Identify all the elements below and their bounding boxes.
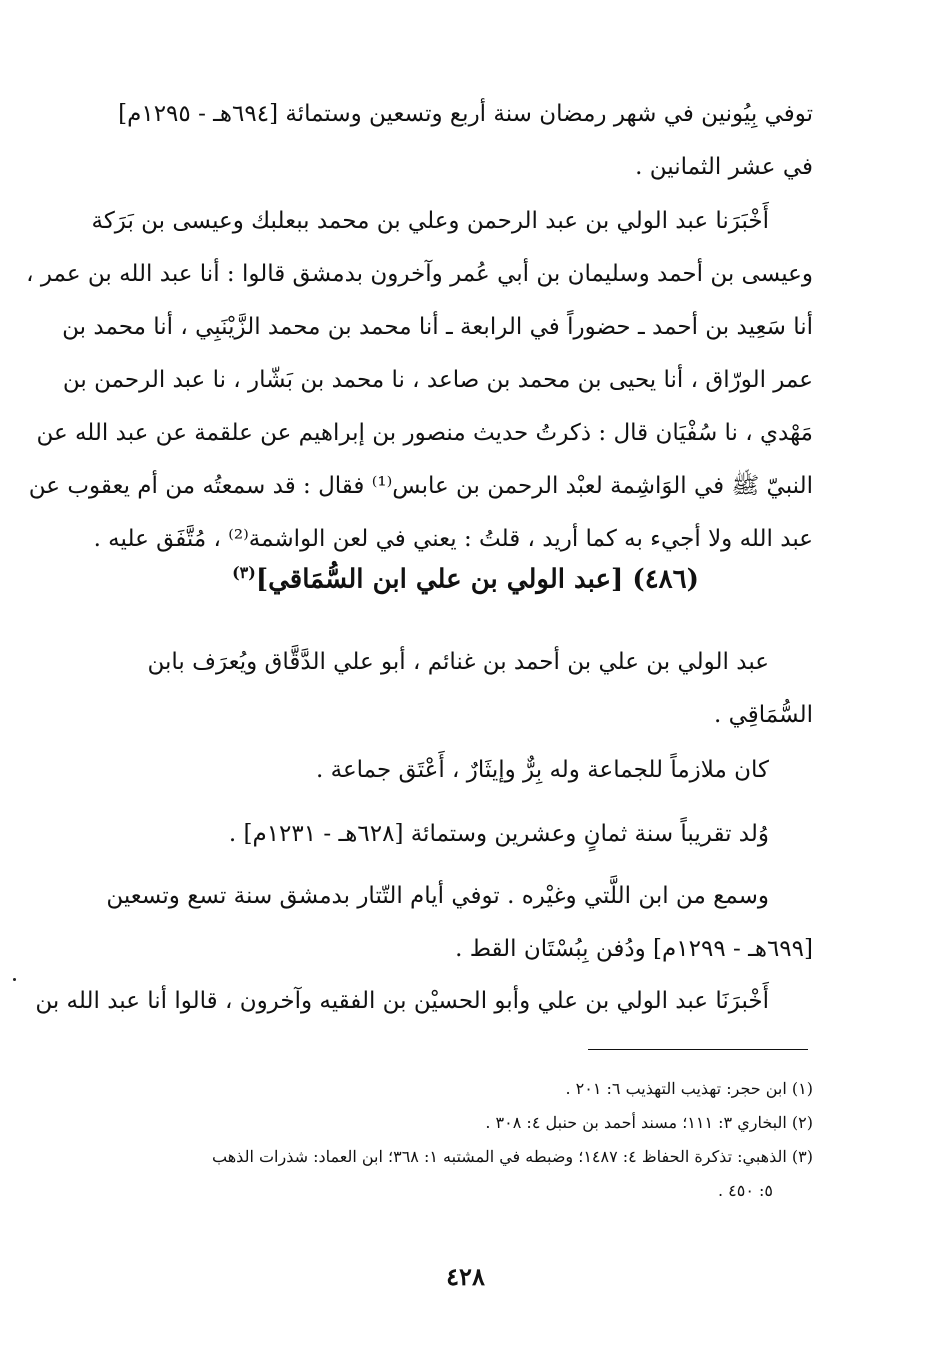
text-line: توفي بِيُونين في شهر رمضان سنة أربع وتسعين وستمائة [٦٩٤هـ - ١٢٩٥م] xyxy=(118,101,813,127)
page-number: ٤٢٨ xyxy=(446,1262,485,1291)
text-line: السُّمَاقِي . xyxy=(713,702,813,728)
footnote-1: (١) ابن حجر: تهذيب التهذيب ٦: ٢٠١ . xyxy=(565,1079,813,1098)
footnote-divider xyxy=(588,1049,808,1050)
entry-heading-text: (٤٨٦) [عبد الولي بن علي ابن السُّمَاقي] xyxy=(255,564,699,595)
entry-heading xyxy=(0,563,931,595)
paragraph-chain xyxy=(35,975,813,1028)
paragraph-birth xyxy=(73,808,813,861)
text-line: أَخْبَرَنا عبد الولي بن عبد الرحمن وعلي بن محمد ببعلبك وعيسى بن بَرَكة xyxy=(91,208,769,234)
paragraph-death xyxy=(73,870,813,976)
text-line: وُلد تقريباً سنة ثمانٍ وعشرين وستمائة [٦٢٨هـ - ١٢٣١م] . xyxy=(228,821,769,847)
text-line: أنا سَعِيد بن أحمد ـ حضوراً في الرابعة ـ أنا محمد بن محمد الزَّيْنَبِي ، أنا محمد بن xyxy=(62,314,813,340)
footnote-3: (٣) الذهبي: تذكرة الحفاظ ٤: ١٤٨٧؛ وضبطه في المشتبه ١: ٣٦٨؛ ابن العماد: شذرات الذهب xyxy=(212,1147,813,1166)
paragraph-biography xyxy=(73,636,813,742)
footnote-2: (٢) البخاري ٣: ١١١؛ مسند أحمد بن حنبل ٤: ٣٠٨ . xyxy=(485,1113,813,1132)
text-line: [٦٩٩هـ - ١٢٩٩م] ودُفن بِبُسْتَان القط . xyxy=(455,936,813,962)
scan-speck xyxy=(13,978,16,981)
paragraph-hadith-isnad xyxy=(26,195,813,566)
footnotes xyxy=(73,1072,813,1208)
text-line: في عشر الثمانين . xyxy=(635,154,813,180)
paragraph-death-note xyxy=(73,88,813,194)
text-line: عمر الورّاق ، أنا يحيى بن محمد بن صاعد ، نا محمد بن بَشّار ، نا عبد الرحمن بن xyxy=(62,367,813,393)
text-line: مَهْدي ، نا سُفْيَان قال : ذكرتُ حديث منصور بن إبراهيم عن علقمة عن عبد الله عن xyxy=(36,420,813,446)
text-line: النبيّ ﷺ في الوَاشِمة لعبْد الرحمن بن عابس⁽¹⁾ فقال : قد سمعتُه من أم يعقوب عن xyxy=(28,473,813,499)
footnote-marker: (٣) xyxy=(232,563,256,582)
footnote-3-continuation: ٥: ٤٥٠ . xyxy=(717,1181,773,1200)
text-line: وعيسى بن أحمد وسليمان بن أبي عُمر وآخرون بدمشق قالوا : أنا عبد الله بن عمر ، xyxy=(26,261,813,287)
text-line: أَخْبرَنَا عبد الولي بن علي وأبو الحسيْن بن الفقيه وآخرون ، قالوا أنا عبد الله بن xyxy=(35,988,769,1014)
text-line: عبد الولي بن علي بن أحمد بن غنائم ، أبو علي الدَّقَّاق ويُعرَف بابن xyxy=(147,649,769,675)
paragraph-character xyxy=(73,744,813,797)
text-line: كان ملازماً للجماعة وله بِرٌّ وإيثَارٌ ، أَعْتَق جماعة . xyxy=(316,757,769,783)
text-line: وسمع من ابن اللَّتي وغيْره . توفي أيام التّتار بدمشق سنة تسع وتسعين xyxy=(106,883,769,909)
text-line: عبد الله ولا أجيء به كما أريد ، قلتُ : يعني في لعن الواشمة⁽²⁾ ، مُتَّفَق عليه . xyxy=(93,526,813,552)
